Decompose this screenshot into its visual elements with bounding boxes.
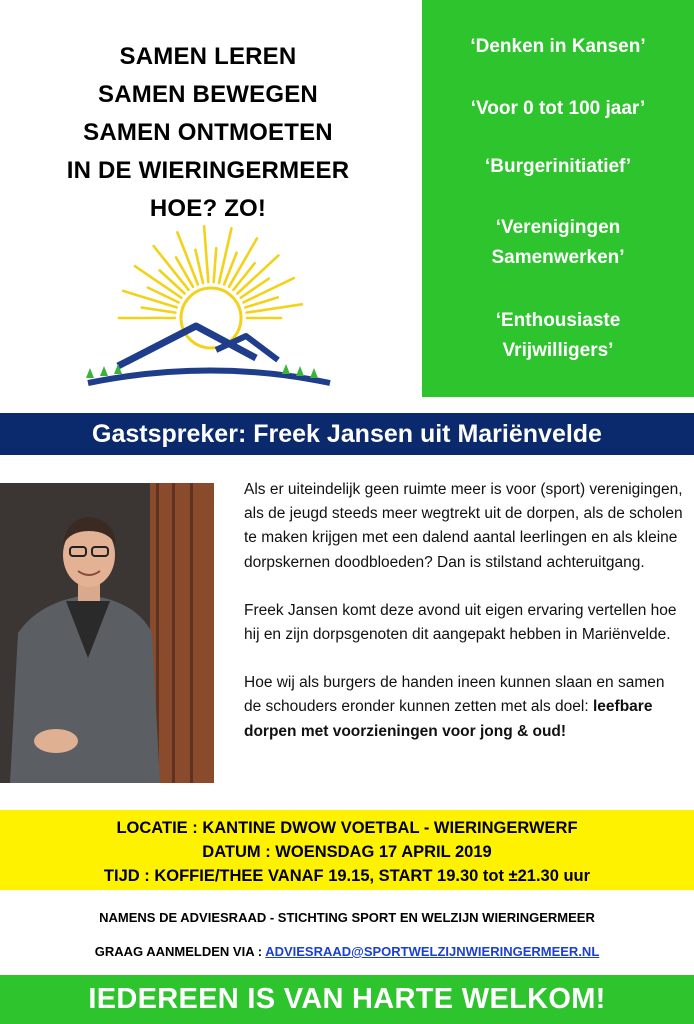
headline-line: SAMEN BEWEGEN: [98, 81, 318, 108]
headline-line: SAMEN LEREN: [119, 43, 297, 70]
welcome-banner: IEDEREEN IS VAN HARTE WELKOM!: [0, 975, 694, 1024]
sun-ray: [214, 248, 217, 282]
body-paragraph: Freek Jansen komt deze avond uit eigen ervaring vertellen hoe hij en zijn dorpsgenoten dit aangepakt hebben in Mariënvelde.: [244, 601, 677, 644]
body-paragraph-text: Hoe wij als burgers de handen ineen kunnen slaan en samen de schouders eronder kunnen zetten met als doel:: [244, 674, 665, 716]
register-label: GRAAG AANMELDEN VIA :: [94, 944, 266, 959]
themes-panel: [422, 0, 694, 397]
event-location: LOCATIE : KANTINE DWOW VOETBAL - WIERINGERWERF: [116, 819, 578, 837]
register-email-link[interactable]: ADVIESRAAD@SPORTWELZIJNWIERINGERMEER.NL: [265, 944, 600, 959]
sun-ray: [176, 257, 193, 286]
theme-item: ‘Verenigingen: [495, 217, 621, 238]
event-time: TIJD : KOFFIE/THEE VANAF 19.15, START 19.30 tot ±21.30 uur: [103, 867, 591, 885]
speaker-photo: [0, 483, 214, 783]
register-line: [0, 944, 694, 959]
theme-item: ‘Denken in Kansen’: [470, 36, 646, 57]
body-paragraph: [244, 671, 684, 744]
body-paragraph-emphasis: leefbare dorpen met voorzieningen voor jong & oud!: [244, 698, 653, 740]
sun-ray: [204, 226, 208, 282]
event-date: DATUM : WOENSDAG 17 APRIL 2019: [202, 843, 492, 861]
headline-line: HOE? ZO!: [149, 195, 267, 222]
theme-item: Samenwerken’: [491, 247, 625, 268]
sun-ray: [142, 308, 176, 313]
sun-logo-icon: [78, 218, 344, 398]
headline-line: SAMEN ONTMOETEN: [83, 119, 333, 146]
speaker-banner: Gastspreker: Freek Jansen uit Mariënvelde: [0, 413, 694, 455]
theme-item: ‘Enthousiaste: [495, 310, 621, 331]
organizer-line: NAMENS DE ADVIESRAAD - STICHTING SPORT EN WELZIJN WIERINGERMEER: [99, 910, 595, 925]
theme-item: Vrijwilligers’: [502, 340, 614, 361]
body-text: [244, 478, 684, 744]
headline-line: IN DE WIERINGERMEER: [66, 157, 350, 184]
sun-hills-logo: [78, 218, 344, 398]
sun-ray: [123, 291, 177, 308]
sun-ray: [219, 228, 231, 283]
event-details: [0, 810, 694, 890]
headline: [0, 38, 416, 228]
body-paragraph: Als er uiteindelijk geen ruimte meer is voor (sport) verenigingen, als de jeugd steeds meer wegtrekt uit de dorpen, als de scholen te maken krijgen met een dalend aantal leerlingen en als kleine dorpskernen doodbloeden? Dan is stilstand achteruitgang.: [244, 481, 683, 571]
theme-item: ‘Burgerinitiatief’: [484, 156, 632, 177]
theme-item: ‘Voor 0 tot 100 jaar’: [470, 98, 646, 119]
